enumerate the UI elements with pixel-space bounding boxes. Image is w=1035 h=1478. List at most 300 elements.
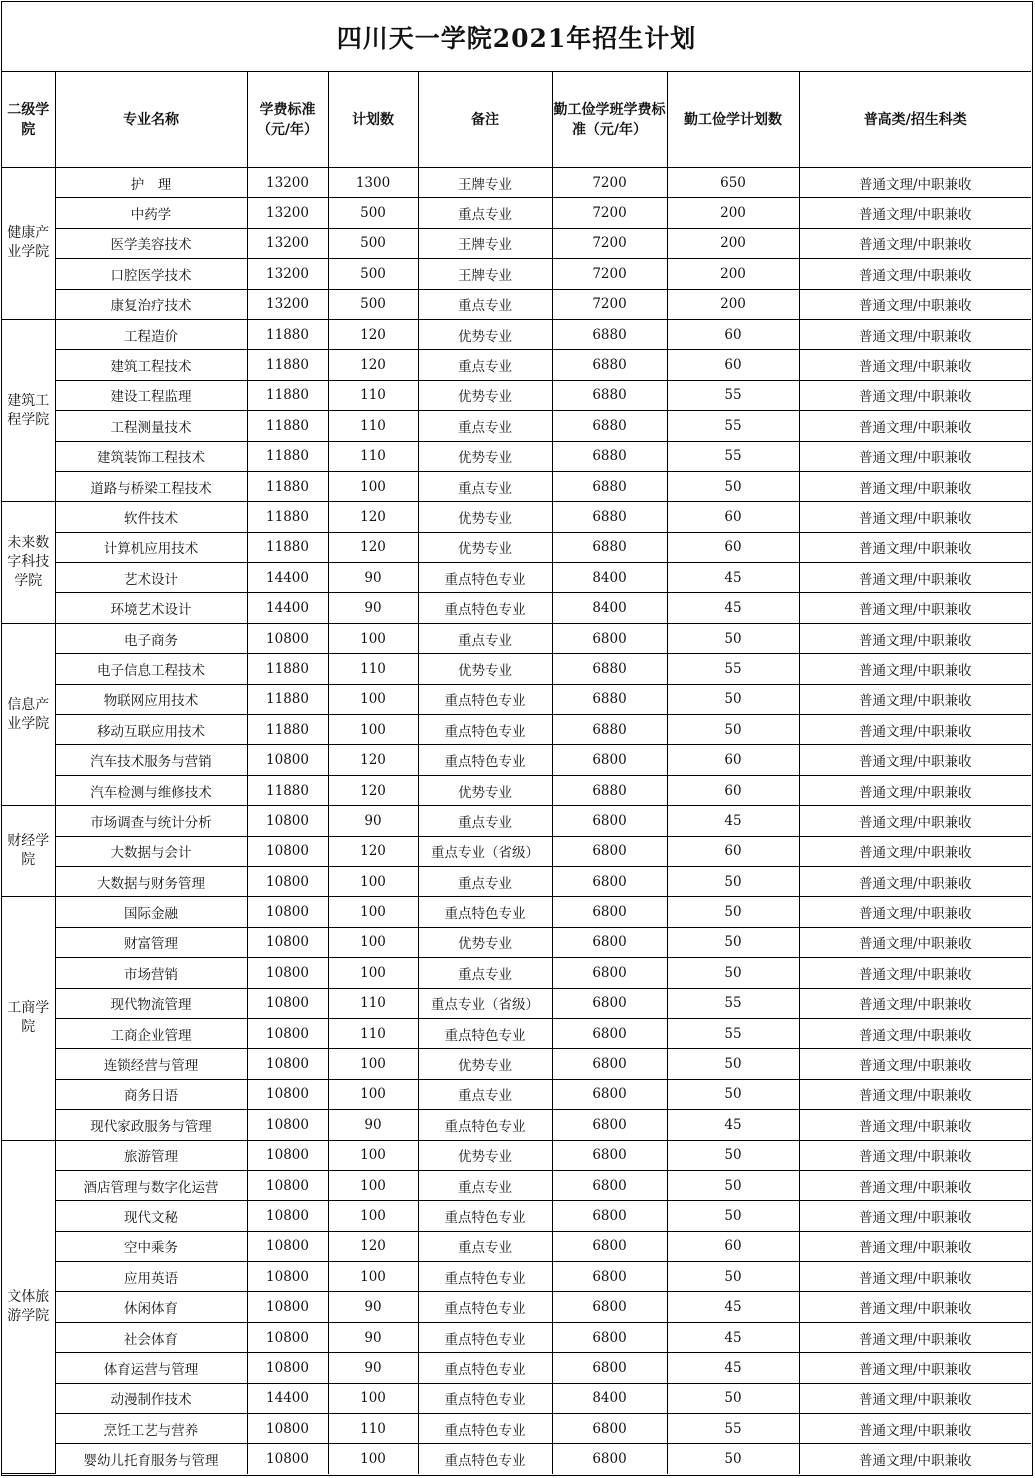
work-study-tuition-cell: 6800 [552, 1353, 667, 1383]
plan-count-cell: 100 [328, 1444, 418, 1474]
table-row [2, 502, 1031, 532]
table-row [2, 411, 1031, 441]
category-cell: 普通文理/中职兼收 [799, 593, 1031, 623]
tuition-cell: 10800 [247, 1049, 328, 1079]
tuition-cell: 10800 [247, 1231, 328, 1261]
work-study-tuition-cell: 6800 [552, 897, 667, 927]
plan-count-cell: 100 [328, 471, 418, 501]
tuition-cell: 11880 [247, 441, 328, 471]
plan-count-cell: 110 [328, 988, 418, 1018]
remark-cell: 重点专业 [418, 1170, 552, 1200]
table-row [2, 563, 1031, 593]
work-study-tuition-cell: 6880 [552, 380, 667, 410]
work-study-tuition-cell: 6880 [552, 775, 667, 805]
category-cell: 普通文理/中职兼收 [799, 411, 1031, 441]
category-cell: 普通文理/中职兼收 [799, 1322, 1031, 1352]
table-row [2, 623, 1031, 653]
work-study-count-cell: 60 [667, 836, 799, 866]
work-study-count-cell: 50 [667, 897, 799, 927]
category-cell: 普通文理/中职兼收 [799, 1140, 1031, 1170]
tuition-cell: 10800 [247, 623, 328, 653]
work-study-count-cell: 50 [667, 866, 799, 896]
plan-count-cell: 100 [328, 684, 418, 714]
header-work-study-count: 勤工俭学计划数 [667, 72, 799, 168]
table-row [2, 441, 1031, 471]
major-name-cell: 电子商务 [55, 623, 247, 653]
work-study-tuition-cell: 6800 [552, 1140, 667, 1170]
remark-cell: 优势专业 [418, 927, 552, 957]
category-cell: 普通文理/中职兼收 [799, 1292, 1031, 1322]
plan-count-cell: 110 [328, 441, 418, 471]
work-study-count-cell: 55 [667, 380, 799, 410]
work-study-count-cell: 50 [667, 1049, 799, 1079]
college-cell: 财经学院 [2, 806, 55, 897]
plan-count-cell: 110 [328, 654, 418, 684]
remark-cell: 优势专业 [418, 380, 552, 410]
category-cell: 普通文理/中职兼收 [799, 380, 1031, 410]
table-row [2, 654, 1031, 684]
work-study-tuition-cell: 6800 [552, 1049, 667, 1079]
tuition-cell: 11880 [247, 502, 328, 532]
major-name-cell: 市场营销 [55, 958, 247, 988]
category-cell: 普通文理/中职兼收 [799, 1262, 1031, 1292]
work-study-tuition-cell: 6800 [552, 1079, 667, 1109]
work-study-tuition-cell: 6880 [552, 502, 667, 532]
tuition-cell: 11880 [247, 319, 328, 349]
category-cell: 普通文理/中职兼收 [799, 441, 1031, 471]
table-row [2, 532, 1031, 562]
category-cell: 普通文理/中职兼收 [799, 1018, 1031, 1048]
major-name-cell: 工程测量技术 [55, 411, 247, 441]
table-row [2, 168, 1031, 198]
table-row [2, 836, 1031, 866]
plan-count-cell: 90 [328, 1322, 418, 1352]
major-name-cell: 国际金融 [55, 897, 247, 927]
header-category: 普高类/招生科类 [799, 72, 1031, 168]
table-row [2, 866, 1031, 896]
table-row [2, 958, 1031, 988]
remark-cell: 重点专业（省级） [418, 836, 552, 866]
category-cell: 普通文理/中职兼收 [799, 319, 1031, 349]
remark-cell: 重点特色专业 [418, 715, 552, 745]
major-name-cell: 工商企业管理 [55, 1018, 247, 1048]
remark-cell: 重点特色专业 [418, 1262, 552, 1292]
major-name-cell: 现代文秘 [55, 1201, 247, 1231]
tuition-cell: 10800 [247, 866, 328, 896]
tuition-cell: 11880 [247, 715, 328, 745]
major-name-cell: 应用英语 [55, 1262, 247, 1292]
tuition-cell: 10800 [247, 1322, 328, 1352]
table-row [2, 1140, 1031, 1170]
remark-cell: 重点专业 [418, 806, 552, 836]
work-study-tuition-cell: 8400 [552, 563, 667, 593]
work-study-tuition-cell: 6880 [552, 350, 667, 380]
tuition-cell: 10800 [247, 1353, 328, 1383]
work-study-count-cell: 45 [667, 1110, 799, 1140]
work-study-tuition-cell: 6800 [552, 1444, 667, 1474]
plan-count-cell: 120 [328, 775, 418, 805]
header-college: 二级学院 [2, 72, 55, 168]
work-study-tuition-cell: 6800 [552, 988, 667, 1018]
remark-cell: 重点专业 [418, 623, 552, 653]
category-cell: 普通文理/中职兼收 [799, 563, 1031, 593]
table-row [2, 1079, 1031, 1109]
remark-cell: 重点专业 [418, 1231, 552, 1261]
category-cell: 普通文理/中职兼收 [799, 1414, 1031, 1444]
remark-cell: 重点特色专业 [418, 1292, 552, 1322]
plan-count-cell: 500 [328, 289, 418, 319]
table-row [2, 350, 1031, 380]
plan-count-cell: 100 [328, 927, 418, 957]
plan-count-cell: 500 [328, 198, 418, 228]
work-study-tuition-cell: 7200 [552, 198, 667, 228]
work-study-count-cell: 55 [667, 988, 799, 1018]
work-study-tuition-cell: 6800 [552, 1170, 667, 1200]
category-cell: 普通文理/中职兼收 [799, 259, 1031, 289]
work-study-count-cell: 50 [667, 958, 799, 988]
remark-cell: 重点专业（省级） [418, 988, 552, 1018]
plan-count-cell: 100 [328, 1201, 418, 1231]
work-study-count-cell: 60 [667, 319, 799, 349]
table-row [2, 1322, 1031, 1352]
major-name-cell: 建筑装饰工程技术 [55, 441, 247, 471]
tuition-cell: 11880 [247, 350, 328, 380]
work-study-count-cell: 45 [667, 563, 799, 593]
work-study-tuition-cell: 6800 [552, 745, 667, 775]
remark-cell: 重点特色专业 [418, 1110, 552, 1140]
remark-cell: 重点专业 [418, 471, 552, 501]
work-study-count-cell: 50 [667, 1444, 799, 1474]
table-row [2, 319, 1031, 349]
header-remark: 备注 [418, 72, 552, 168]
tuition-cell: 11880 [247, 775, 328, 805]
tuition-cell: 10800 [247, 1079, 328, 1109]
remark-cell: 王牌专业 [418, 228, 552, 258]
tuition-cell: 11880 [247, 684, 328, 714]
table-row [2, 775, 1031, 805]
major-name-cell: 中药学 [55, 198, 247, 228]
remark-cell: 重点专业 [418, 411, 552, 441]
work-study-count-cell: 50 [667, 684, 799, 714]
work-study-count-cell: 50 [667, 1262, 799, 1292]
tuition-cell: 10800 [247, 1201, 328, 1231]
category-cell: 普通文理/中职兼收 [799, 168, 1031, 198]
remark-cell: 优势专业 [418, 441, 552, 471]
table-row [2, 745, 1031, 775]
category-cell: 普通文理/中职兼收 [799, 958, 1031, 988]
work-study-count-cell: 45 [667, 593, 799, 623]
tuition-cell: 10800 [247, 1018, 328, 1048]
tuition-cell: 10800 [247, 806, 328, 836]
work-study-tuition-cell: 6800 [552, 958, 667, 988]
table-row [2, 927, 1031, 957]
remark-cell: 重点特色专业 [418, 1444, 552, 1474]
category-cell: 普通文理/中职兼收 [799, 502, 1031, 532]
remark-cell: 王牌专业 [418, 168, 552, 198]
major-name-cell: 酒店管理与数字化运营 [55, 1170, 247, 1200]
work-study-count-cell: 50 [667, 1383, 799, 1413]
major-name-cell: 汽车检测与维修技术 [55, 775, 247, 805]
plan-count-cell: 100 [328, 897, 418, 927]
header-work-study-tuition: 勤工俭学班学费标准（元/年） [552, 72, 667, 168]
work-study-count-cell: 50 [667, 927, 799, 957]
major-name-cell: 汽车技术服务与营销 [55, 745, 247, 775]
work-study-count-cell: 55 [667, 654, 799, 684]
tuition-cell: 13200 [247, 259, 328, 289]
college-cell: 健康产业学院 [2, 168, 55, 320]
work-study-count-cell: 45 [667, 1353, 799, 1383]
table-row [2, 1262, 1031, 1292]
work-study-count-cell: 50 [667, 1170, 799, 1200]
plan-count-cell: 100 [328, 1140, 418, 1170]
tuition-cell: 11880 [247, 654, 328, 684]
category-cell: 普通文理/中职兼收 [799, 289, 1031, 319]
plan-count-cell: 110 [328, 411, 418, 441]
table-row [2, 198, 1031, 228]
plan-count-cell: 120 [328, 502, 418, 532]
category-cell: 普通文理/中职兼收 [799, 532, 1031, 562]
plan-count-cell: 500 [328, 259, 418, 289]
tuition-cell: 10800 [247, 1262, 328, 1292]
major-name-cell: 道路与桥梁工程技术 [55, 471, 247, 501]
remark-cell: 重点特色专业 [418, 745, 552, 775]
remark-cell: 重点特色专业 [418, 1322, 552, 1352]
work-study-tuition-cell: 6800 [552, 1201, 667, 1231]
table-row [2, 897, 1031, 927]
category-cell: 普通文理/中职兼收 [799, 471, 1031, 501]
work-study-tuition-cell: 7200 [552, 168, 667, 198]
tuition-cell: 13200 [247, 289, 328, 319]
tuition-cell: 10800 [247, 958, 328, 988]
category-cell: 普通文理/中职兼收 [799, 1079, 1031, 1109]
tuition-cell: 14400 [247, 593, 328, 623]
college-cell: 未来数字科技学院 [2, 502, 55, 624]
category-cell: 普通文理/中职兼收 [799, 684, 1031, 714]
work-study-count-cell: 200 [667, 289, 799, 319]
remark-cell: 优势专业 [418, 654, 552, 684]
plan-count-cell: 100 [328, 1170, 418, 1200]
work-study-tuition-cell: 6800 [552, 623, 667, 653]
table-row [2, 1201, 1031, 1231]
remark-cell: 优势专业 [418, 532, 552, 562]
header-row [2, 72, 1031, 168]
remark-cell: 王牌专业 [418, 259, 552, 289]
tuition-cell: 13200 [247, 198, 328, 228]
category-cell: 普通文理/中职兼收 [799, 623, 1031, 653]
work-study-tuition-cell: 6800 [552, 866, 667, 896]
work-study-tuition-cell: 6800 [552, 1322, 667, 1352]
table-row [2, 1292, 1031, 1322]
plan-count-cell: 120 [328, 532, 418, 562]
table-row [2, 1170, 1031, 1200]
work-study-count-cell: 60 [667, 775, 799, 805]
work-study-count-cell: 55 [667, 1414, 799, 1444]
table-row [2, 1383, 1031, 1413]
major-name-cell: 旅游管理 [55, 1140, 247, 1170]
work-study-count-cell: 60 [667, 745, 799, 775]
plan-count-cell: 100 [328, 715, 418, 745]
remark-cell: 重点特色专业 [418, 684, 552, 714]
college-cell: 建筑工程学院 [2, 319, 55, 501]
plan-count-cell: 120 [328, 319, 418, 349]
work-study-count-cell: 60 [667, 1231, 799, 1261]
major-name-cell: 护 理 [55, 168, 247, 198]
major-name-cell: 动漫制作技术 [55, 1383, 247, 1413]
table-row [2, 988, 1031, 1018]
plan-count-cell: 120 [328, 350, 418, 380]
category-cell: 普通文理/中职兼收 [799, 1353, 1031, 1383]
work-study-count-cell: 200 [667, 259, 799, 289]
major-name-cell: 口腔医学技术 [55, 259, 247, 289]
work-study-count-cell: 60 [667, 532, 799, 562]
tuition-cell: 13200 [247, 228, 328, 258]
remark-cell: 重点专业 [418, 289, 552, 319]
work-study-count-cell: 45 [667, 806, 799, 836]
category-cell: 普通文理/中职兼收 [799, 897, 1031, 927]
tuition-cell: 10800 [247, 1292, 328, 1322]
tuition-cell: 11880 [247, 471, 328, 501]
category-cell: 普通文理/中职兼收 [799, 1170, 1031, 1200]
work-study-tuition-cell: 6880 [552, 319, 667, 349]
plan-count-cell: 1300 [328, 168, 418, 198]
major-name-cell: 计算机应用技术 [55, 532, 247, 562]
work-study-tuition-cell: 6800 [552, 1018, 667, 1048]
work-study-count-cell: 50 [667, 1079, 799, 1109]
category-cell: 普通文理/中职兼收 [799, 1049, 1031, 1079]
tuition-cell: 11880 [247, 532, 328, 562]
header-plan-count: 计划数 [328, 72, 418, 168]
table-row [2, 1049, 1031, 1079]
tuition-cell: 10800 [247, 897, 328, 927]
plan-count-cell: 90 [328, 1353, 418, 1383]
tuition-cell: 10800 [247, 745, 328, 775]
table-row [2, 471, 1031, 501]
table-row [2, 1414, 1031, 1444]
table-row [2, 1231, 1031, 1261]
major-name-cell: 体育运营与管理 [55, 1353, 247, 1383]
work-study-count-cell: 200 [667, 198, 799, 228]
tuition-cell: 14400 [247, 563, 328, 593]
tuition-cell: 10800 [247, 1140, 328, 1170]
table-row [2, 806, 1031, 836]
plan-count-cell: 110 [328, 380, 418, 410]
category-cell: 普通文理/中职兼收 [799, 654, 1031, 684]
plan-count-cell: 100 [328, 866, 418, 896]
category-cell: 普通文理/中职兼收 [799, 350, 1031, 380]
work-study-tuition-cell: 6880 [552, 532, 667, 562]
work-study-count-cell: 60 [667, 350, 799, 380]
remark-cell: 重点专业 [418, 198, 552, 228]
table-row [2, 1353, 1031, 1383]
table-row [2, 289, 1031, 319]
major-name-cell: 物联网应用技术 [55, 684, 247, 714]
tuition-cell: 11880 [247, 380, 328, 410]
plan-count-cell: 90 [328, 1110, 418, 1140]
college-cell: 工商学院 [2, 897, 55, 1140]
major-name-cell: 医学美容技术 [55, 228, 247, 258]
major-name-cell: 社会体育 [55, 1322, 247, 1352]
table-row [2, 684, 1031, 714]
tuition-cell: 10800 [247, 1170, 328, 1200]
tuition-cell: 14400 [247, 1383, 328, 1413]
work-study-tuition-cell: 6880 [552, 654, 667, 684]
remark-cell: 优势专业 [418, 1049, 552, 1079]
major-name-cell: 现代物流管理 [55, 988, 247, 1018]
plan-count-cell: 120 [328, 836, 418, 866]
tuition-cell: 10800 [247, 927, 328, 957]
plan-count-cell: 120 [328, 745, 418, 775]
table-row [2, 259, 1031, 289]
work-study-count-cell: 650 [667, 168, 799, 198]
major-name-cell: 婴幼儿托育服务与管理 [55, 1444, 247, 1474]
header-tuition: 学费标准（元/年） [247, 72, 328, 168]
plan-count-cell: 110 [328, 1018, 418, 1048]
remark-cell: 优势专业 [418, 319, 552, 349]
category-cell: 普通文理/中职兼收 [799, 866, 1031, 896]
major-name-cell: 大数据与会计 [55, 836, 247, 866]
category-cell: 普通文理/中职兼收 [799, 1231, 1031, 1261]
plan-count-cell: 100 [328, 1383, 418, 1413]
header-major: 专业名称 [55, 72, 247, 168]
work-study-tuition-cell: 6800 [552, 1110, 667, 1140]
plan-count-cell: 90 [328, 563, 418, 593]
work-study-tuition-cell: 6800 [552, 1414, 667, 1444]
work-study-count-cell: 50 [667, 1140, 799, 1170]
category-cell: 普通文理/中职兼收 [799, 745, 1031, 775]
major-name-cell: 工程造价 [55, 319, 247, 349]
work-study-tuition-cell: 6800 [552, 806, 667, 836]
major-name-cell: 烹饪工艺与营养 [55, 1414, 247, 1444]
work-study-tuition-cell: 6880 [552, 715, 667, 745]
remark-cell: 优势专业 [418, 502, 552, 532]
plan-count-cell: 110 [328, 1414, 418, 1444]
work-study-count-cell: 55 [667, 441, 799, 471]
plan-count-cell: 120 [328, 1231, 418, 1261]
remark-cell: 重点专业 [418, 866, 552, 896]
major-name-cell: 市场调查与统计分析 [55, 806, 247, 836]
table-row [2, 1018, 1031, 1048]
category-cell: 普通文理/中职兼收 [799, 836, 1031, 866]
major-name-cell: 财富管理 [55, 927, 247, 957]
category-cell: 普通文理/中职兼收 [799, 1201, 1031, 1231]
work-study-tuition-cell: 6800 [552, 1292, 667, 1322]
major-name-cell: 环境艺术设计 [55, 593, 247, 623]
plan-count-cell: 90 [328, 593, 418, 623]
college-cell: 信息产业学院 [2, 623, 55, 805]
enrollment-plan-sheet [1, 1, 1033, 1476]
work-study-tuition-cell: 8400 [552, 1383, 667, 1413]
table-row [2, 593, 1031, 623]
tuition-cell: 10800 [247, 1110, 328, 1140]
page-title: 四川天一学院2021年招生计划 [2, 2, 1031, 72]
work-study-count-cell: 45 [667, 1292, 799, 1322]
work-study-tuition-cell: 8400 [552, 593, 667, 623]
table-row [2, 1444, 1031, 1474]
category-cell: 普通文理/中职兼收 [799, 806, 1031, 836]
remark-cell: 重点特色专业 [418, 1383, 552, 1413]
category-cell: 普通文理/中职兼收 [799, 927, 1031, 957]
remark-cell: 重点特色专业 [418, 1414, 552, 1444]
work-study-count-cell: 55 [667, 1018, 799, 1048]
major-name-cell: 电子信息工程技术 [55, 654, 247, 684]
tuition-cell: 10800 [247, 1414, 328, 1444]
work-study-tuition-cell: 7200 [552, 289, 667, 319]
tuition-cell: 10800 [247, 836, 328, 866]
work-study-tuition-cell: 6800 [552, 836, 667, 866]
college-cell: 文体旅游学院 [2, 1140, 55, 1474]
remark-cell: 重点专业 [418, 958, 552, 988]
remark-cell: 优势专业 [418, 775, 552, 805]
